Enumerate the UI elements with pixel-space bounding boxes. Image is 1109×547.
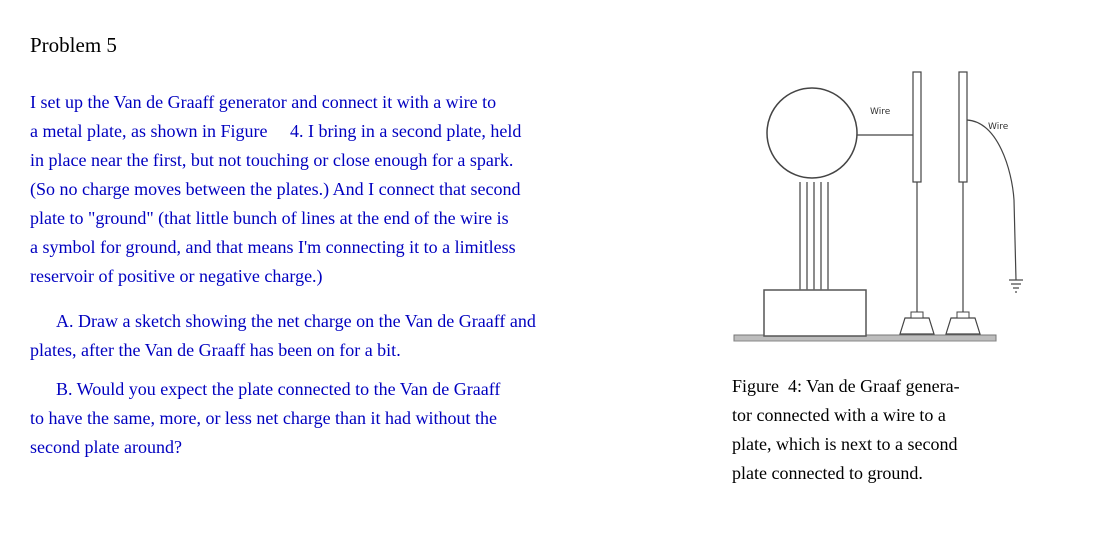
- statement-line: plate to "ground" (that little bunch of lines at the end of the wire is: [30, 208, 509, 228]
- statement-line: a metal plate, as shown in Figure 4. I bring in a second plate, held: [30, 121, 522, 141]
- plate-2-clamp: [957, 312, 969, 318]
- plate-1: [913, 72, 921, 182]
- part-b-line: to have the same, more, or less net charge than it had without the: [30, 408, 498, 428]
- generator-sphere: [767, 88, 857, 178]
- plate-1-clamp: [911, 312, 923, 318]
- part-a-question: [30, 307, 650, 365]
- plate-2-foot: [946, 318, 980, 334]
- statement-line: reservoir of positive or negative charge.): [30, 266, 323, 286]
- problem-heading: Problem 5: [30, 33, 117, 57]
- plate-1-foot: [900, 318, 934, 334]
- caption-line: plate, which is next to a second: [732, 434, 958, 454]
- caption-line: Figure 4: Van de Graaf genera-: [732, 376, 960, 396]
- caption-line: tor connected with a wire to a: [732, 405, 946, 425]
- part-b-line: B. Would you expect the plate connected to the Van de Graaff: [56, 379, 501, 399]
- problem-statement: [30, 88, 650, 291]
- generator-base: [764, 290, 866, 336]
- part-a-line: A. Draw a sketch showing the net charge on the Van de Graaff and: [56, 311, 536, 331]
- statement-line: I set up the Van de Graaff generator and connect it with a wire to: [30, 92, 497, 112]
- part-b-line: second plate around?: [30, 437, 182, 457]
- statement-line: a symbol for ground, and that means I'm connecting it to a limitless: [30, 237, 516, 257]
- caption-line: plate connected to ground.: [732, 463, 923, 483]
- statement-line: (So no charge moves between the plates.) And I connect that second: [30, 179, 521, 199]
- wire-label-2: Wire: [988, 122, 1009, 132]
- ground-symbol: [1009, 280, 1023, 292]
- figure-caption: [732, 372, 1012, 488]
- wire-label-1: Wire: [870, 107, 891, 117]
- ground-wire: [967, 120, 1016, 280]
- plate-2: [959, 72, 967, 182]
- van-de-graaff-figure: [730, 60, 1009, 360]
- part-a-line: plates, after the Van de Graaff has been on for a bit.: [30, 340, 401, 360]
- statement-line: in place near the first, but not touching or close enough for a spark.: [30, 150, 514, 170]
- part-b-question: [30, 375, 650, 462]
